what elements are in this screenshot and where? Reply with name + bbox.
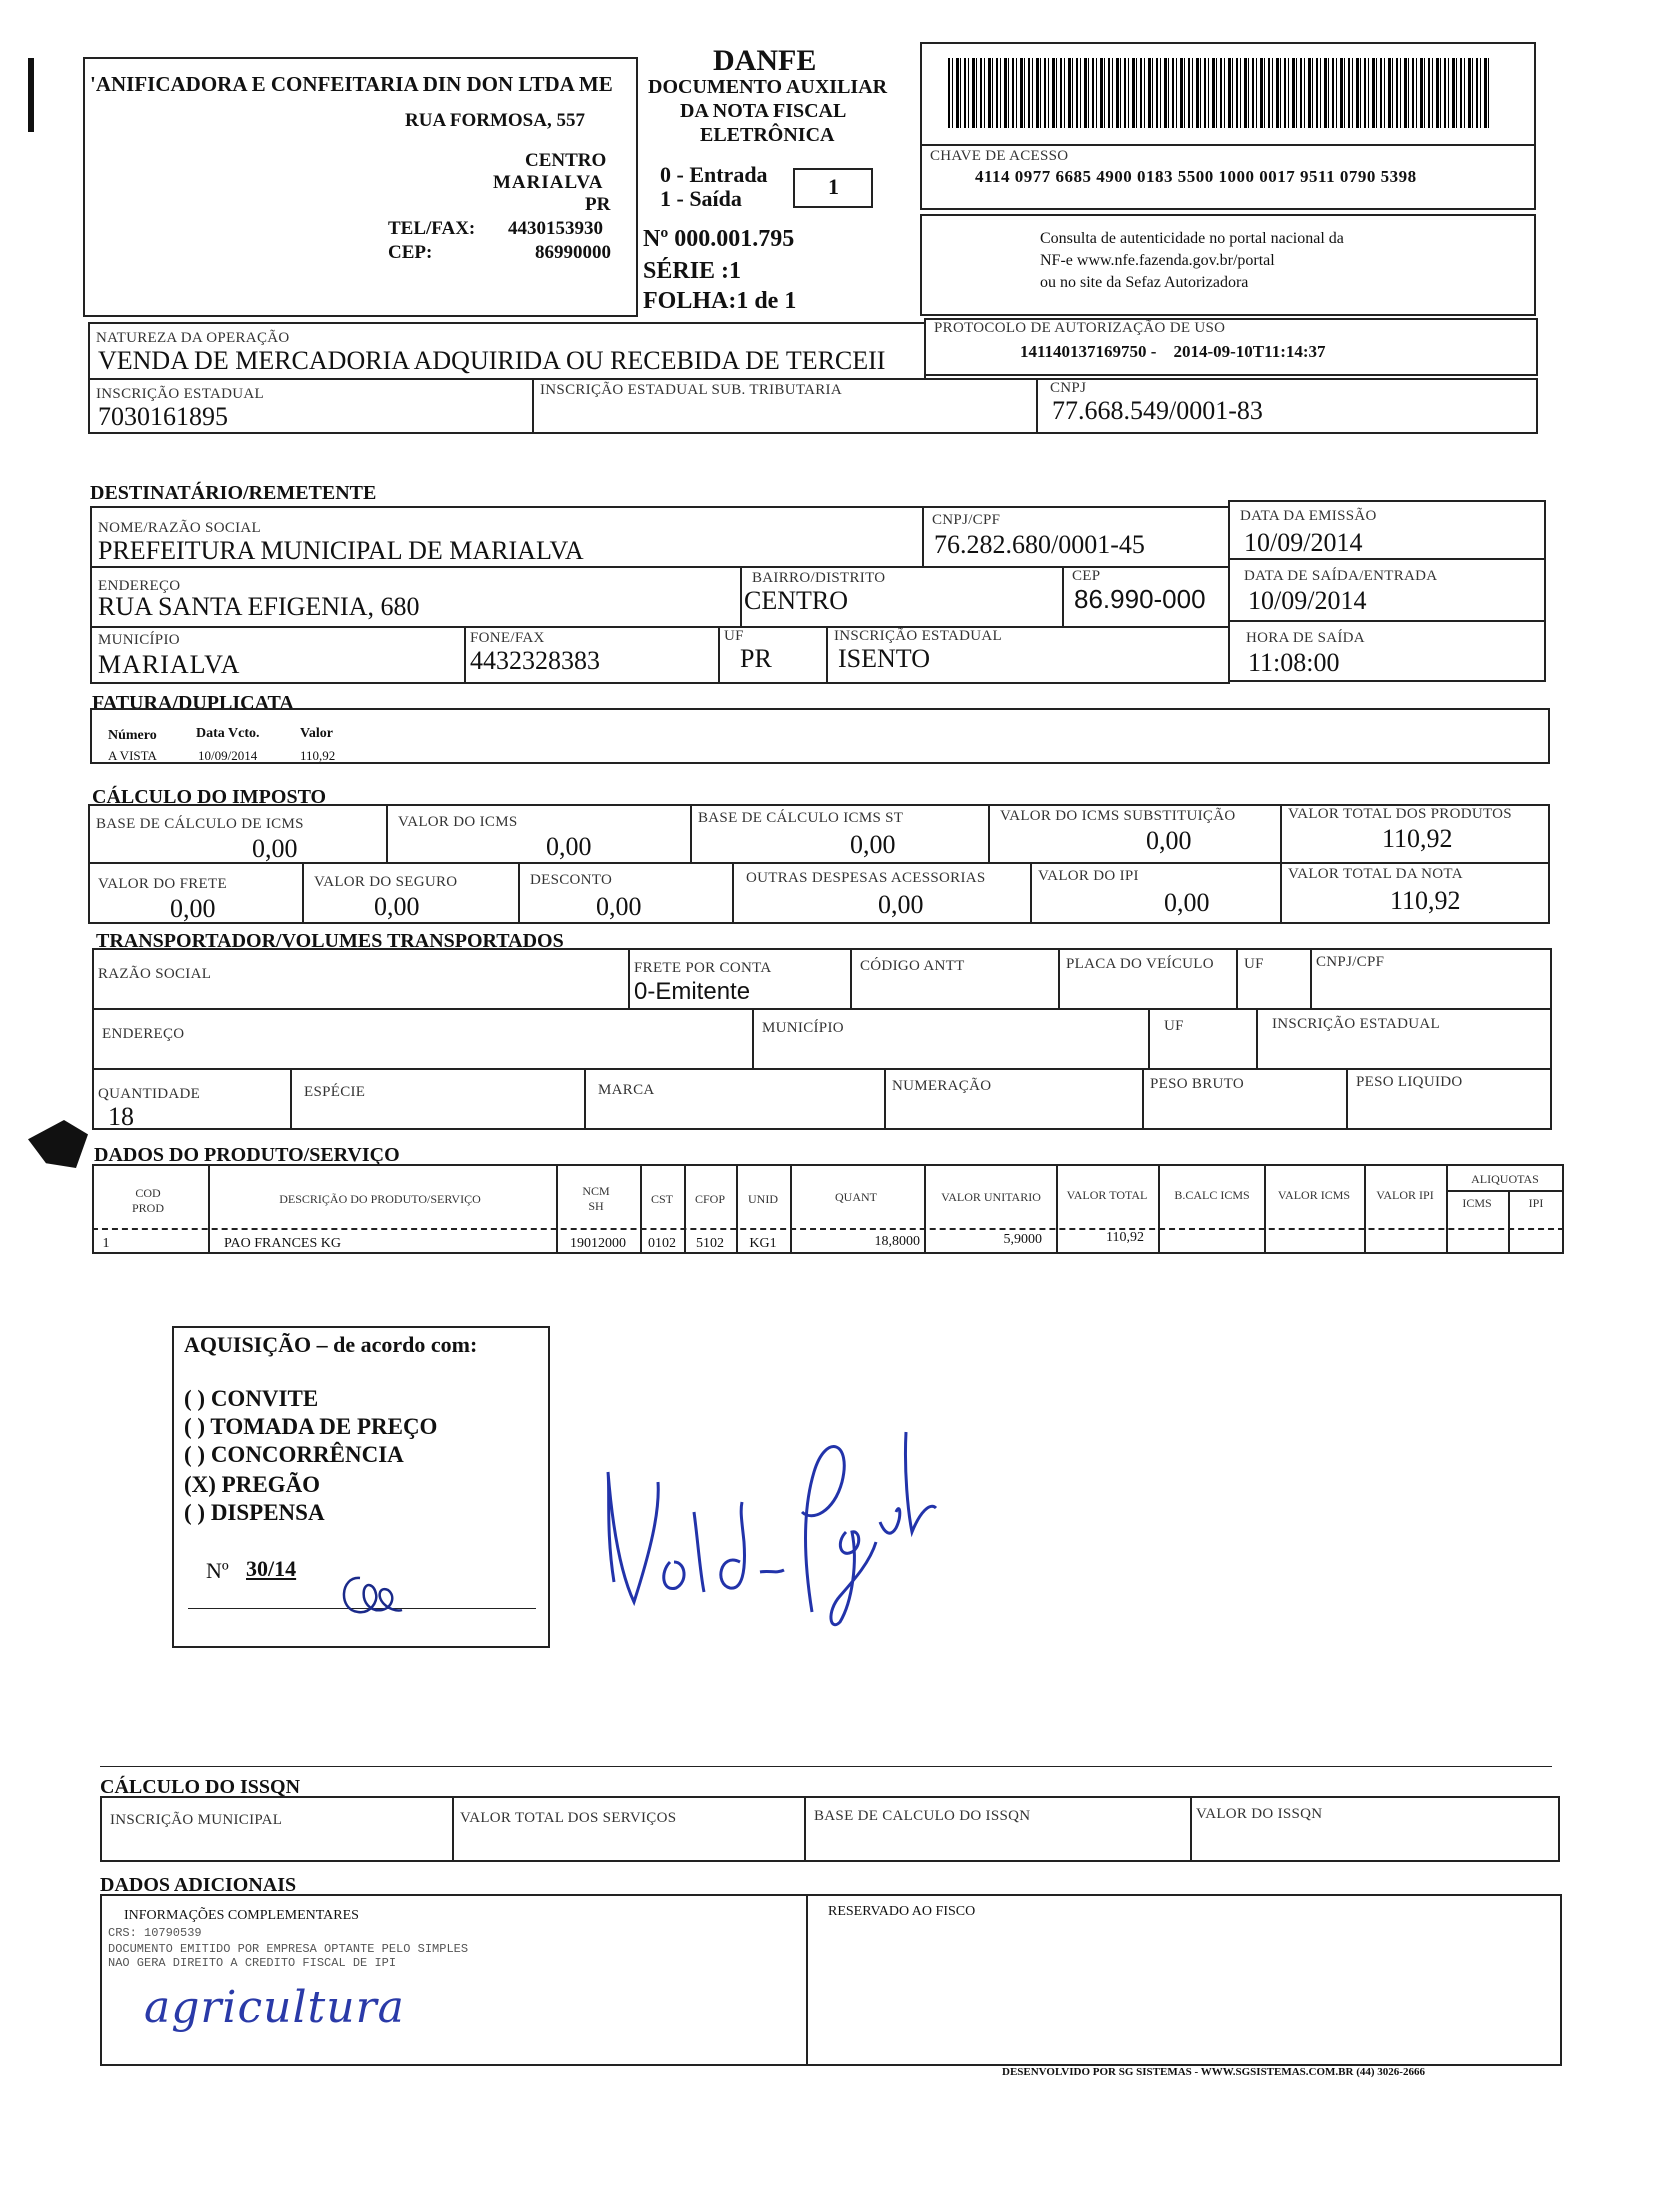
imp-total-nota-label: VALOR TOTAL DA NOTA [1288,866,1463,882]
fatura-valor: 110,92 [300,748,336,763]
dest-fone: 4432328383 [470,646,600,675]
danfe-title: DANFE [713,44,817,77]
emitente-cep-label: CEP: [388,242,433,263]
emitente-tel: 4430153930 [508,218,603,239]
fatura-h-data: Data Vcto. [196,726,260,741]
imp-ipi: 0,00 [1164,888,1210,917]
footer-credit: DESENVOLVIDO POR SG SISTEMAS - WWW.SGSISTEMAS.COM.BR (44) 3026-2666 [1002,2066,1425,2078]
danfe-serie: SÉRIE :1 [643,258,742,284]
th-aicms: ICMS [1462,1196,1492,1210]
td-quant: 18,8000 [874,1234,920,1249]
aquisicao-opt-1: ( ) TOMADA DE PREÇO [184,1414,438,1439]
imp-frete-label: VALOR DO FRETE [98,876,227,892]
th-vicms: VALOR ICMS [1277,1188,1351,1202]
td-cfop: 5102 [696,1236,724,1251]
imp-frete: 0,00 [170,894,216,923]
th-vtotal: VALOR TOTAL [1066,1188,1148,1202]
tr-peso-bruto-label: PESO BRUTO [1150,1076,1244,1092]
dest-municipio-label: MUNICÍPIO [98,632,180,648]
dest-nome-label: NOME/RAZÃO SOCIAL [98,520,262,536]
th-ncm: NCM SH [582,1184,610,1213]
dest-hora: 11:08:00 [1248,648,1340,677]
aquisicao-opt-0: ( ) CONVITE [184,1386,319,1411]
dest-emissao: 10/09/2014 [1244,528,1363,557]
imp-outras-label: OUTRAS DESPESAS ACESSORIAS [746,870,986,886]
th-unid: UNID [748,1192,778,1206]
tr-numeracao-label: NUMERAÇÃO [892,1078,992,1094]
chave-value: 4114 0977 6685 4900 0183 5500 1000 0017 9511 0790 5398 [975,167,1417,186]
tr-quantidade-label: QUANTIDADE [98,1086,201,1102]
emitente-tel-label: TEL/FAX: [388,218,476,239]
dest-municipio: MARIALVA [98,650,241,679]
th-bcalc: B.CALC ICMS [1174,1188,1250,1202]
th-vunit: VALOR UNITARIO [941,1190,1041,1204]
imp-seguro-label: VALOR DO SEGURO [314,874,458,890]
dest-bairro-label: BAIRRO/DISTRITO [752,570,886,586]
transportador-title: TRANSPORTADOR/VOLUMES TRANSPORTADOS [96,930,564,952]
danfe-entrada: 0 - Entrada [660,162,768,187]
dest-endereco: RUA SANTA EFIGENIA, 680 [98,592,420,621]
protocolo-value: 141140137169750 - 2014-09-10T11:14:37 [1020,342,1326,361]
imp-base-st-label: BASE DE CÁLCULO ICMS ST [698,810,904,826]
tr-peso-liquido-label: PESO LIQUIDO [1356,1074,1463,1090]
issqn-im-label: INSCRIÇÃO MUNICIPAL [110,1812,283,1828]
adicionais-info-label: INFORMAÇÕES COMPLEMENTARES [124,1908,359,1923]
issqn-vts-label: VALOR TOTAL DOS SERVIÇOS [460,1810,677,1826]
cnpj-value: 77.668.549/0001-83 [1052,396,1263,425]
th-cfop: CFOP [694,1192,726,1206]
consulta-line1: Consulta de autenticidade no portal nacional da [1040,230,1344,247]
adicionais-line2: DOCUMENTO EMITIDO POR EMPRESA OPTANTE PELO SIMPLES [108,1942,469,1956]
scan-mark-left [28,1120,88,1168]
emitente-address: RUA FORMOSA, 557 [405,110,585,131]
aquisicao-opt-4: ( ) DISPENSA [184,1500,325,1525]
tr-marca-label: MARCA [598,1082,655,1098]
natureza-value: VENDA DE MERCADORIA ADQUIRIDA OU RECEBIDA DE TERCEII [98,346,886,375]
protocolo-label: PROTOCOLO DE AUTORIZAÇÃO DE USO [934,320,1226,336]
dest-ie: ISENTO [838,644,930,673]
tr-municipio-label: MUNICÍPIO [762,1020,844,1036]
aquisicao-title: AQUISIÇÃO – de acordo com: [184,1332,478,1357]
emitente-cep: 86990000 [535,242,611,263]
adicionais-line1: CRS: 10790539 [108,1926,202,1940]
th-vipi: VALOR IPI [1376,1188,1434,1202]
imp-total-prod: 110,92 [1382,824,1453,853]
dest-hora-label: HORA DE SAÍDA [1246,630,1365,646]
ie-value: 7030161895 [98,402,228,431]
imp-outras: 0,00 [878,890,924,919]
ie-label: INSCRIÇÃO ESTADUAL [96,386,264,402]
imp-seguro: 0,00 [374,892,420,921]
fatura-data: 10/09/2014 [198,748,258,763]
dest-fone-label: FONE/FAX [470,630,545,646]
issqn-valor-label: VALOR DO ISSQN [1196,1806,1323,1822]
dest-uf-label: UF [724,628,744,644]
ie-st-label: INSCRIÇÃO ESTADUAL SUB. TRIBUTARIA [540,382,842,398]
destinatario-title: DESTINATÁRIO/REMETENTE [90,482,377,504]
danfe-line2: DA NOTA FISCAL [680,100,847,122]
tr-frete: 0-Emitente [634,978,751,1005]
barcode-image [948,58,1490,128]
fatura-h-valor: Valor [300,726,333,741]
th-aliq: ALIQUOTAS [1471,1172,1539,1186]
th-desc: DESCRIÇÃO DO PRODUTO/SERVIÇO [279,1192,481,1206]
dest-endereco-label: ENDEREÇO [98,578,181,594]
fatura-h-numero: Número [108,728,157,743]
imp-base-icms: 0,00 [252,834,298,863]
fatura-numero: A VISTA [108,748,157,763]
td-unid: KG1 [749,1236,777,1251]
scan-mark-top [28,58,34,132]
adicionais-line3: NAO GERA DIREITO A CREDITO FISCAL DE IPI [108,1956,397,1970]
th-cod: COD PROD [131,1186,164,1215]
imp-base-st: 0,00 [850,830,896,859]
adicionais-handwritten: agricultura [144,1982,405,2033]
danfe-line3: ELETRÔNICA [700,124,835,146]
td-vtotal: 110,92 [1106,1230,1144,1245]
dest-saida: 10/09/2014 [1248,586,1367,615]
tr-endereco-label: ENDEREÇO [102,1026,185,1042]
produtos-title: DADOS DO PRODUTO/SERVIÇO [94,1144,400,1166]
imp-total-nota: 110,92 [1390,886,1461,915]
dest-ie-label: INSCRIÇÃO ESTADUAL [834,628,1002,644]
td-cod: 1 [102,1236,110,1251]
fatura-title: FATURA/DUPLICATA [92,692,294,714]
aquisicao-opt-3: (X) PREGÃO [184,1472,321,1497]
imp-desconto-label: DESCONTO [530,872,613,888]
th-cst: CST [650,1192,673,1206]
emitente-bairro: CENTRO [525,150,607,171]
dest-bairro: CENTRO [744,586,848,615]
th-aipi: IPI [1528,1196,1544,1210]
imp-icms-st-label: VALOR DO ICMS SUBSTITUIÇÃO [1000,808,1236,824]
tr-uf2-label: UF [1164,1018,1184,1034]
imposto-title: CÁLCULO DO IMPOSTO [92,786,327,808]
th-quant: QUANT [835,1190,877,1204]
dest-nome: PREFEITURA MUNICIPAL DE MARIALVA [98,536,584,565]
imp-icms-st: 0,00 [1146,826,1192,855]
consulta-line3: ou no site da Sefaz Autorizadora [1040,274,1249,291]
issqn-box [100,1796,1560,1862]
emitente-uf: PR [585,194,611,215]
tr-razao-label: RAZÃO SOCIAL [98,966,212,982]
imp-valor-icms-label: VALOR DO ICMS [398,814,518,830]
dest-saida-label: DATA DE SAÍDA/ENTRADA [1244,568,1438,584]
danfe-numero: Nº 000.001.795 [643,226,795,252]
dest-cep: 86.990-000 [1074,584,1206,614]
aquisicao-numero-label: Nº [206,1558,229,1583]
tr-ie-label: INSCRIÇÃO ESTADUAL [1272,1016,1440,1032]
main-signature [590,1412,950,1632]
imp-valor-icms: 0,00 [546,832,592,861]
td-vunit: 5,9000 [1003,1232,1042,1247]
dest-cep-label: CEP [1072,568,1101,584]
tipo-value: 1 [828,174,839,199]
tr-cnpj-label: CNPJ/CPF [1316,954,1385,970]
tr-frete-label: FRETE POR CONTA [634,960,772,976]
chave-label: CHAVE DE ACESSO [930,148,1069,164]
emitente-city: MARIALVA [493,172,604,193]
imp-desconto: 0,00 [596,892,642,921]
natureza-label: NATUREZA DA OPERAÇÃO [96,330,290,346]
initials-signature [330,1566,410,1626]
tr-uf-label: UF [1244,956,1264,972]
transportador-box [92,948,1552,1130]
issqn-base-label: BASE DE CALCULO DO ISSQN [814,1808,1031,1824]
dest-emissao-label: DATA DA EMISSÃO [1240,508,1377,524]
dest-cnpj: 76.282.680/0001-45 [934,530,1145,559]
imp-total-prod-label: VALOR TOTAL DOS PRODUTOS [1288,806,1512,822]
adicionais-title: DADOS ADICIONAIS [100,1874,297,1896]
imp-base-icms-label: BASE DE CÁLCULO DE ICMS [96,816,304,832]
consulta-line2: NF-e www.nfe.fazenda.gov.br/portal [1040,252,1275,269]
emitente-name: 'ANIFICADORA E CONFEITARIA DIN DON LTDA ME [90,72,613,96]
imp-ipi-label: VALOR DO IPI [1038,868,1139,884]
aquisicao-opt-2: ( ) CONCORRÊNCIA [184,1442,404,1467]
danfe-saida: 1 - Saída [660,186,742,211]
issqn-title: CÁLCULO DO ISSQN [100,1776,301,1798]
dest-cnpj-label: CNPJ/CPF [932,512,1001,528]
td-cst: 0102 [648,1236,676,1251]
td-desc: PAO FRANCES KG [224,1236,341,1251]
danfe-folha: FOLHA:1 de 1 [643,288,797,314]
tr-antt-label: CÓDIGO ANTT [860,958,965,974]
td-ncm: 19012000 [570,1236,626,1251]
dest-uf: PR [740,644,772,673]
tr-especie-label: ESPÉCIE [304,1084,366,1100]
adicionais-fisco-label: RESERVADO AO FISCO [828,1904,976,1919]
tr-placa-label: PLACA DO VEÍCULO [1066,956,1214,972]
tr-quantidade: 18 [108,1102,134,1131]
danfe-line1: DOCUMENTO AUXILIAR [648,76,888,98]
cnpj-label: CNPJ [1050,380,1087,396]
aquisicao-numero: 30/14 [246,1556,297,1581]
